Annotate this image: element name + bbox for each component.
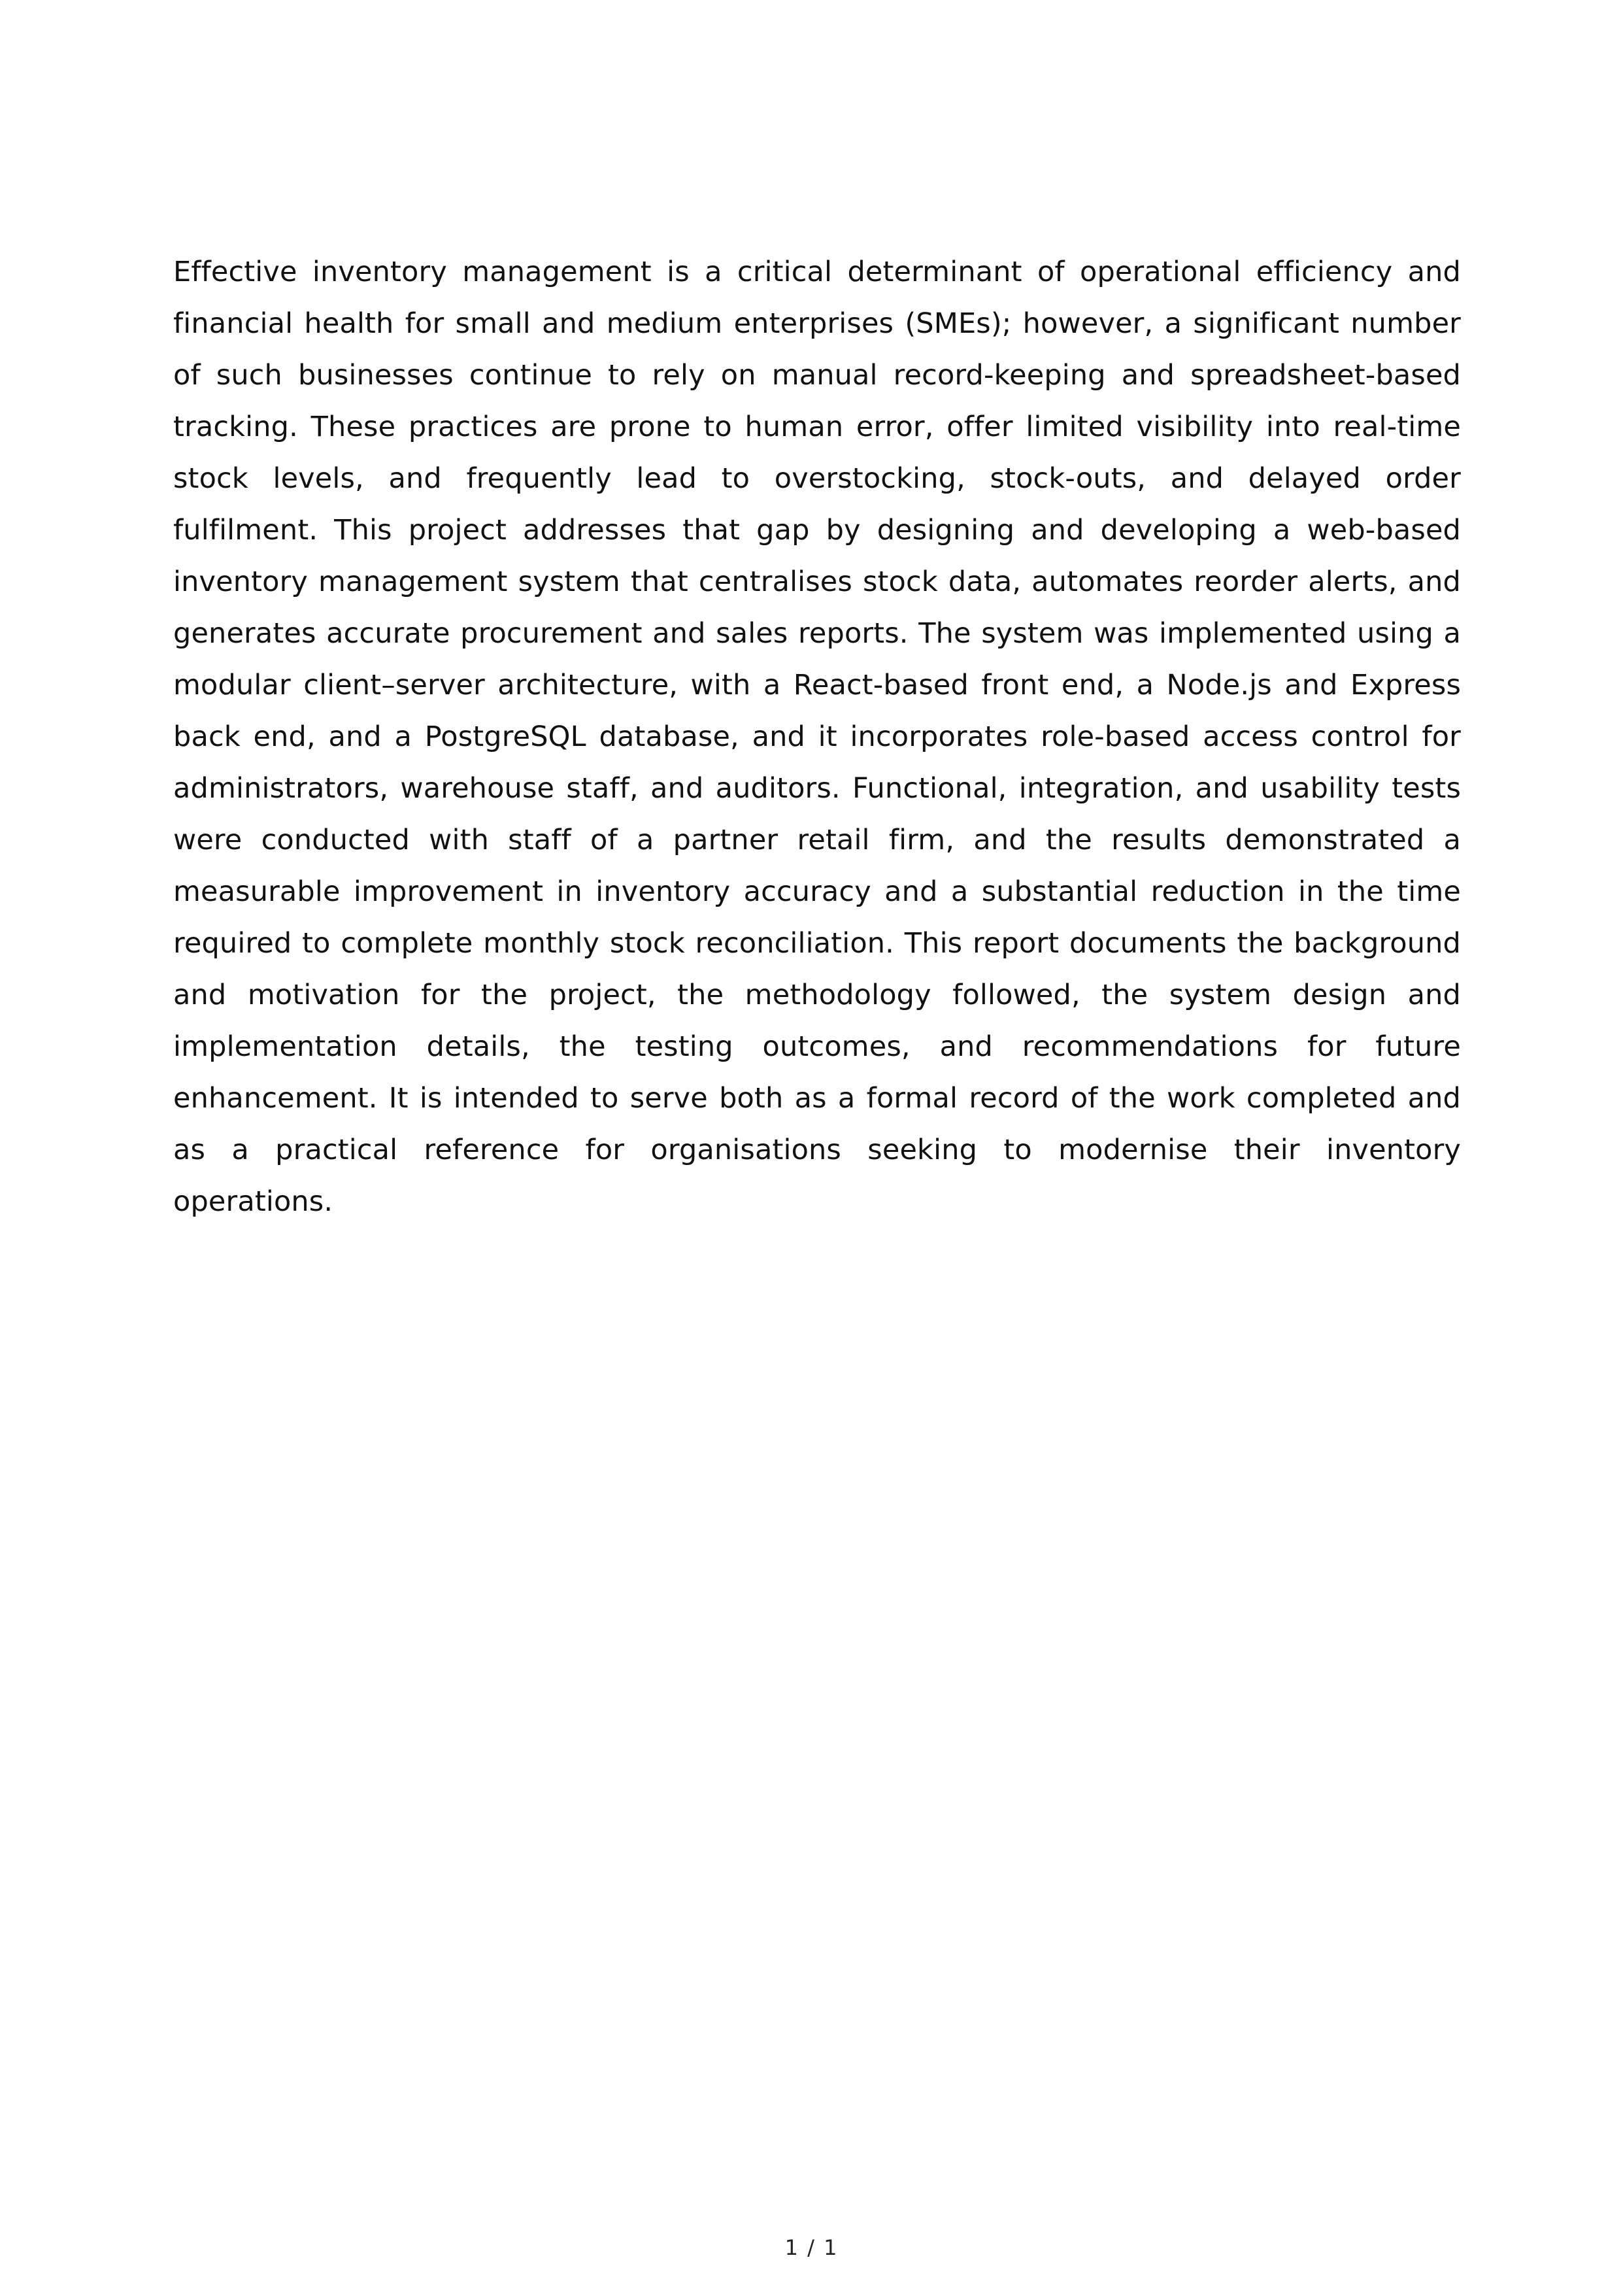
- page-number: 1 / 1: [784, 2235, 839, 2260]
- abstract-paragraph: Effective inventory management is a critical determinant of operational efficiency and financial health for small and medium enterprises (SMEs); however, a significant number of such businesses continue to rely on manual record-keeping and spreadsheet-based tracking. These practices are prone to human error, offer limited visibility into real-time stock levels, and frequently lead to overstocking, stock-outs, and delayed order fulfilment. This project addresses that gap by designing and developing a web-based inventory management system that centralises stock data, automates reorder alerts, and generates accurate procurement and sales reports. The system was implemented using a modular client–server architecture, with a React-based front end, a Node.js and Express back end, and a PostgreSQL database, and it incorporates role-based access control for administrators, warehouse staff, and auditors. Functional, integration, and usability tests were conducted with staff of a partner retail firm, and the results demonstrated a measurable improvement in inventory accuracy and a substantial reduction in the time required to complete monthly stock reconciliation. This report documents the background and motivation for the project, the methodology followed, the system design and implementation details, the testing outcomes, and recommendations for future enhancement. It is intended to serve both as a formal record of the work completed and as a practical reference for organisations seeking to modernise their inventory operations.: [173, 256, 1461, 1218]
